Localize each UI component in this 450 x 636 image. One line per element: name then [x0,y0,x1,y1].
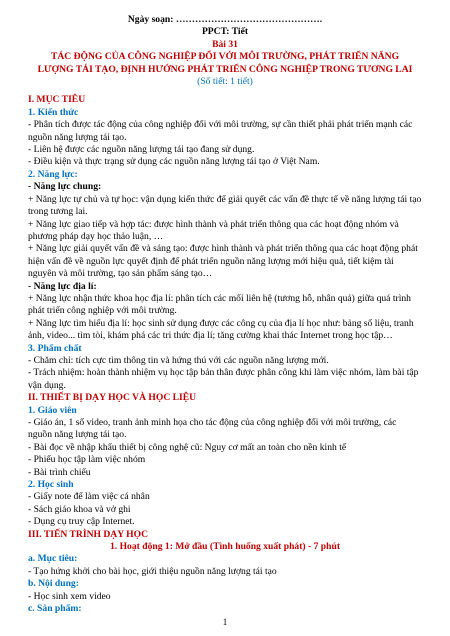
knowledge-item: - Phân tích được tác động của công nghiệp đối với môi trường, sự cần thiết phải phát triển mạnh các nguồn năng lượng tái tạo. [28,119,413,143]
objective-item: - Tạo hứng khởi cho bài học, giới thiệu nguồn năng lượng tái tạo [28,565,277,577]
geography-competence-label: - Năng lực địa lí: [28,280,97,292]
subheading-qualities: 3. Phẩm chất [28,342,82,354]
competence-item: + Năng lực giải quyết vấn đề và sáng tạo: được hình thành và phát triển thông qua các hoạt động phát hiện vấn đề về nguồn lực quyết định để phát triển nguồn năng lượng mới hiệu quả, tiết kiệm tài nguyên và môi trường, tạo sản phẩm sáng tạo… [28,243,418,280]
teacher-item: - Phiếu học tập làm việc nhóm [28,454,146,466]
lesson-title-line-2: LƯỢNG TÁI TẠO, ĐỊNH HƯỚNG PHÁT TRIỂN CÔNG NGHIỆP TRONG TƯƠNG LAI [37,63,413,75]
general-competence-label: - Năng lực chung: [28,181,102,193]
lesson-number: Bài 31 [212,38,238,50]
teacher-item: - Giáo án, 1 số video, tranh ảnh minh họa cho tác động của công nghiệp đối với môi trường, các nguồn năng lượng tái tạo. [28,417,397,441]
ngay-soan: Ngày soạn: ………………………………………. [127,14,323,25]
content-item: - Học sinh xem video [28,590,111,602]
page-number: 1 [222,617,228,627]
subheading-teacher: 1. Giáo viên [28,404,77,416]
section-heading: I. MỤC TIÊU [28,94,86,106]
section-heading: III. TIẾN TRÌNH DẠY HỌC [28,528,149,540]
document-header [28,14,422,88]
student-item: - Sách giáo khoa và vở ghi [28,503,131,515]
knowledge-item: - Điều kiện và thực trạng sử dụng các nguồn năng lượng tái tạo ở Việt Nam. [28,156,320,168]
knowledge-item: - Liên hệ được các nguồn năng lượng tái tạo đang sử dụng. [28,144,255,156]
competence-item: + Năng lực tìm hiểu địa lí: học sinh sử dụng được các công cụ của địa lí học như: bảng số liệu, tranh ảnh, video... tìm tòi, khám phá các tri thức địa lí; tăng cường khai thác Internet trong học tập… [28,317,414,342]
subheading-students: 2. Học sinh [28,479,74,491]
lesson-title-line-1: TÁC ĐỘNG CỦA CÔNG NGHIỆP ĐỐI VỚI MÔI TRƯỜNG, PHÁT TRIỂN NĂNG [50,51,400,63]
subheading-competence: 2. Năng lực: [28,168,78,180]
quality-item: - Trách nhiệm: hoàn thành nhiệm vụ học tập bản thân được phân công khi làm việc nhóm, làm bài tập vận dụng. [28,367,419,391]
lesson-duration: (Số tiết: 1 tiết) [197,76,253,88]
teacher-item: - Bài trình chiếu [28,466,91,478]
section-equipment [28,392,422,528]
subheading-knowledge: 1. Kiến thức [28,106,79,118]
objective-label: a. Mục tiêu: [28,553,78,565]
competence-item: + Năng lực nhận thức khoa học địa lí: phân tích các mối liên hệ (tương hỗ, nhân quả) giữa quá trình phát triển công nghiệp với môi trường. [28,292,411,317]
activity-heading: 1. Hoạt động 1: Mở đầu (Tình huống xuất phát) - 7 phút [109,541,341,553]
student-item: - Giấy note để làm việc cá nhân [28,491,150,503]
section-heading: II. THIẾT BỊ DẠY HỌC VÀ HỌC LIỆU [28,392,197,404]
section-objectives [28,94,422,392]
section-process [28,529,422,616]
student-item: - Dụng cụ truy cập Internet. [28,516,135,528]
ppct: PPCT: Tiết [201,26,249,38]
competence-item: + Năng lực tự chủ và tự học: vận dụng kiến thức để giải quyết các vấn đề thực tế về năng lượng tái tạo trong tương lai. [28,193,422,218]
teacher-item: - Bài đọc về nhập khẩu thiết bị công nghệ cũ: Nguy cơ mất an toàn cho nền kinh tế [28,441,347,453]
quality-item: - Chăm chỉ: tích cực tìm thông tin và hứng thú với các nguồn năng lượng mới. [28,354,329,366]
product-label: c. Sản phẩm: [28,603,82,615]
content-label: b. Nội dung: [28,578,79,590]
competence-item: + Năng lực giao tiếp và hợp tác: được hình thành và phát triển thông qua các hoạt động nhóm và phương pháp dạy học thảo luận, … [28,218,399,242]
